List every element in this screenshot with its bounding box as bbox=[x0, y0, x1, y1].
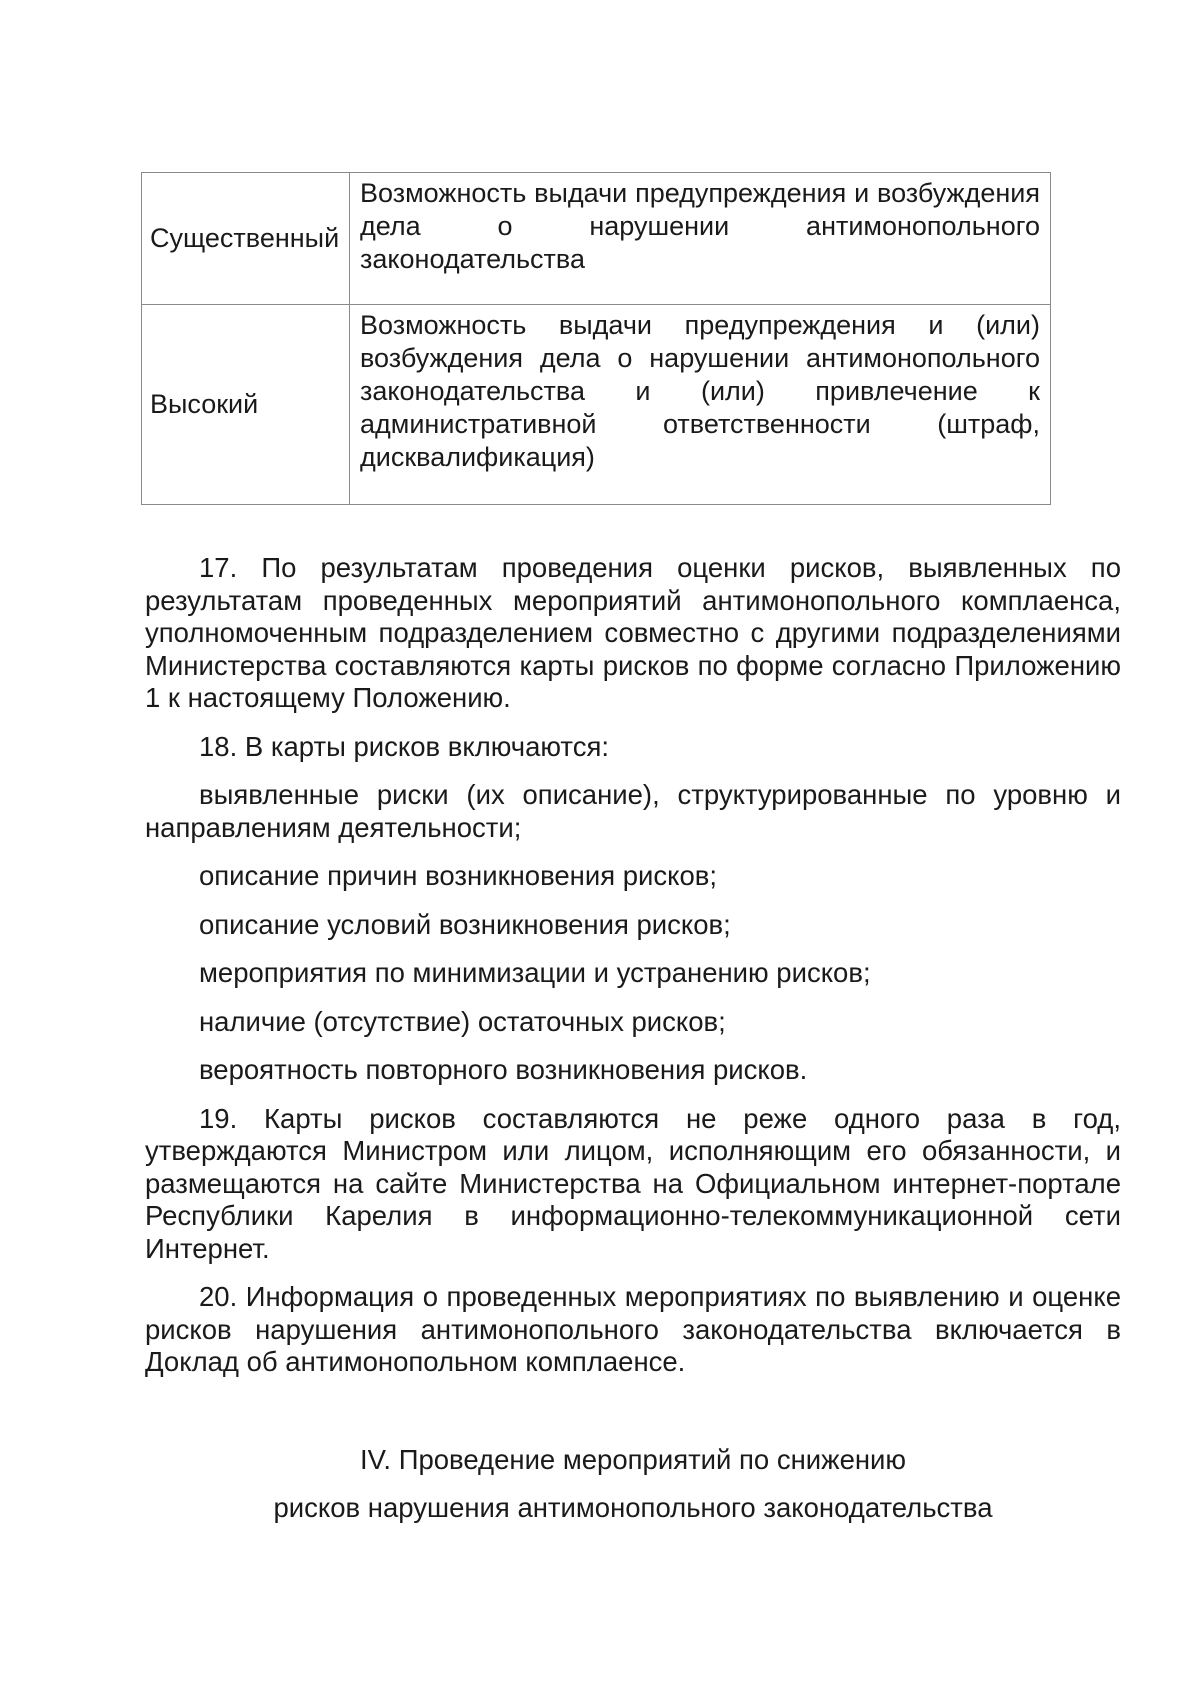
paragraph-17: 17. По результатам проведения оценки рисков, выявленных по результатам проведенных мероприятий антимонопольного комплаенса, уполномоченным подразделением совместно с другими подразделениями Министерства составляются карты рисков по форме согласно Приложению 1 к настоящему Положению. bbox=[145, 552, 1121, 713]
document-body bbox=[145, 552, 1121, 1379]
list-item: мероприятия по минимизации и устранению рисков; bbox=[199, 957, 871, 988]
paragraph-18: 18. В карты рисков включаются: bbox=[199, 730, 609, 762]
risk-level-cell: Существенный bbox=[142, 173, 350, 305]
paragraph-20: 20. Информация о проведенных мероприятиях по выявлению и оценке рисков нарушения антимонопольного законодательства включается в Доклад об антимонопольном комплаенсе. bbox=[145, 1281, 1121, 1377]
list-item: наличие (отсутствие) остаточных рисков; bbox=[199, 1005, 726, 1037]
risk-description-cell: Возможность выдачи предупреждения и возбуждения дела о нарушении антимонопольного законодательства bbox=[350, 173, 1051, 305]
list-item: выявленные риски (их описание), структурированные по уровню и направлениям деятельности; bbox=[145, 779, 1121, 843]
list-item: описание причин возникновения рисков; bbox=[199, 860, 718, 891]
section-heading-line-1: IV. Проведение мероприятий по снижению bbox=[359, 1444, 907, 1475]
risk-description-cell: Возможность выдачи предупреждения и (или) возбуждения дела о нарушении антимонопольного законодательства и (или) привлечение к административной ответственности (штраф, дисквалификация) bbox=[350, 305, 1051, 505]
list-item: вероятность повторного возникновения рисков. bbox=[199, 1054, 808, 1085]
paragraph-19: 19. Карты рисков составляются не реже одного раза в год, утверждаются Министром или лицом, исполняющим его обязанности, и размещаются на сайте Министерства на Официальном интернет-портале Республики Карелия в информационно-телекоммуникационной сети Интернет. bbox=[145, 1102, 1121, 1264]
section-heading-line-2: рисков нарушения антимонопольного законодательства bbox=[273, 1492, 993, 1523]
table-row bbox=[142, 173, 1051, 305]
list-item: описание условий возникновения рисков; bbox=[199, 908, 731, 940]
risk-level-cell: Высокий bbox=[142, 305, 350, 505]
risk-level-table bbox=[141, 172, 1051, 505]
table-row bbox=[142, 305, 1051, 505]
